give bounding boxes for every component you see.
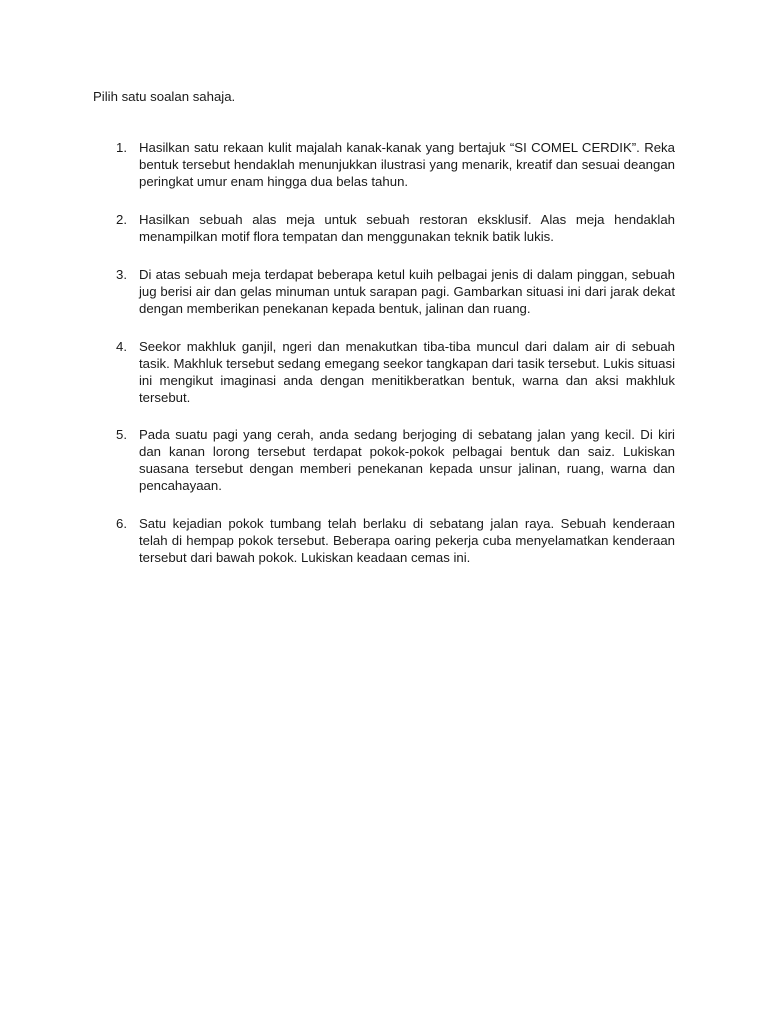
question-text: Di atas sebuah meja terdapat beberapa ketul kuih pelbagai jenis di dalam pinggan, sebuah jug berisi air dan gelas minuman untuk sarapan pagi. Gambarkan situasi ini dari jarak dekat dengan memberikan penekanan kepada bentuk, jalinan dan ruang. [139, 267, 675, 316]
question-item-5 [116, 426, 675, 494]
question-text: Hasilkan satu rekaan kulit majalah kanak-kanak yang bertajuk “SI COMEL CERDIK”. Reka bentuk tersebut hendaklah menunjukkan ilustrasi yang menarik, kreatif dan sesuai deangan peringkat umur enam hingga dua belas tahun. [139, 140, 675, 189]
question-number: 1. [116, 140, 127, 155]
question-text: Satu kejadian pokok tumbang telah berlaku di sebatang jalan raya. Sebuah kenderaan telah di hempap pokok tersebut. Beberapa oaring pekerja cuba menyelamatkan kenderaan tersebut dari bawah pokok. Lukiskan keadaan cemas ini. [139, 516, 675, 565]
question-number: 6. [116, 516, 127, 531]
question-text: Seekor makhluk ganjil, ngeri dan menakutkan tiba-tiba muncul dari dalam air di sebuah tasik. Makhluk tersebut sedang emegang seekor tangkapan dari tasik tersebut. Lukis situasi ini mengikut imaginasi anda dengan menitikberatkan bentuk, warna dan aksi makhluk tersebut. [139, 339, 675, 405]
question-number: 5. [116, 427, 127, 442]
question-number: 3. [116, 267, 127, 282]
question-text: Hasilkan sebuah alas meja untuk sebuah restoran eksklusif. Alas meja hendaklah menampilkan motif flora tempatan dan menggunakan teknik batik lukis. [139, 212, 675, 244]
question-item-6 [116, 515, 675, 566]
question-text: Pada suatu pagi yang cerah, anda sedang berjoging di sebatang jalan yang kecil. Di kiri dan kanan lorong tersebut terdapat pokok-pokok pelbagai bentuk dan saiz. Lukiskan suasana tersebut dengan memberi penekanan kepada unsur jalinan, ruang, warna dan pencahayaan. [139, 427, 675, 493]
question-item-1 [116, 139, 675, 190]
instruction-text: Pilih satu soalan sahaja. [93, 89, 236, 104]
question-item-4 [116, 338, 675, 406]
question-list [116, 139, 675, 587]
question-item-3 [116, 266, 675, 317]
question-number: 2. [116, 212, 127, 227]
question-number: 4. [116, 339, 127, 354]
question-item-2 [116, 211, 675, 245]
